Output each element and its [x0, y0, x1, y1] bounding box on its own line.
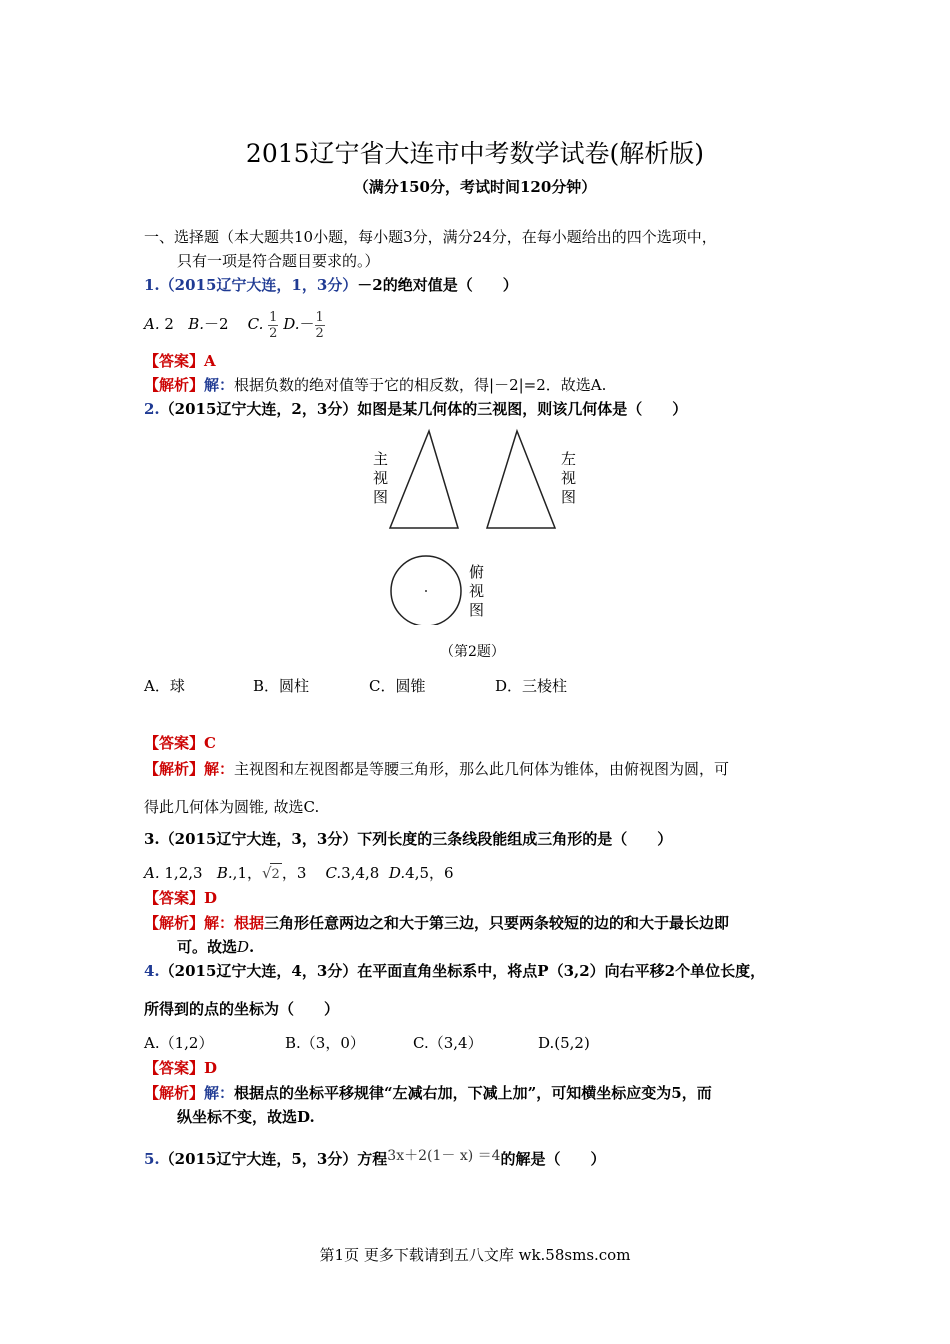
q2-option-b: B．圆柱	[253, 677, 310, 695]
question-4-line1	[144, 960, 765, 982]
q3-stem: （2015辽宁大连，3，3分）下列长度的三条线段能组成三角形的是（ ）	[159, 830, 673, 848]
q3-answer	[144, 887, 217, 909]
q4-analysis-text: 根据点的坐标平移规律“左减右加，下减上加”，可知横坐标应变为5，而	[234, 1084, 712, 1102]
q1-stem: －2的绝对值是（ ）	[357, 276, 518, 294]
front-view-label: 主视图	[373, 450, 389, 506]
q5-stem-post: 的解是（ ）	[500, 1150, 606, 1168]
q3-analysis-letter: D	[237, 938, 250, 956]
q2-option-a: A．球	[144, 677, 185, 695]
answer-label: 【答案】	[144, 734, 205, 752]
q3-answer-value: D	[204, 889, 218, 907]
q3-option-d-text: 4,5，6	[405, 864, 454, 882]
q3-option-b-sqrt: 2	[270, 863, 282, 886]
q4-option-c: C.（3,4）	[413, 1034, 483, 1052]
q3-option-a-text: 1,2,3	[164, 864, 203, 882]
solve-label: 解：	[204, 914, 235, 932]
q5-equation: 3x＋2(1－ x) ＝4	[387, 1148, 501, 1164]
q1-option-d-fraction	[315, 310, 325, 341]
q3-options	[144, 862, 454, 886]
q4-stem-line2: 所得到的点的坐标为（ ）	[144, 1000, 340, 1018]
q4-option-a: A.（1,2）	[144, 1034, 214, 1052]
q3-option-d-letter: D.	[388, 864, 406, 882]
q4-option-d: D.(5,2)	[538, 1034, 590, 1052]
page-subtitle: （满分150分，考试时间120分钟）	[353, 178, 597, 196]
q1-option-d-minus: －	[299, 315, 315, 333]
analysis-label: 【解析】	[144, 914, 205, 932]
question-1	[144, 274, 518, 296]
q5-number: 5.	[144, 1150, 160, 1168]
q4-option-b: B.（3，0）	[285, 1034, 365, 1052]
q4-answer	[144, 1057, 217, 1079]
q4-stem-line1: （2015辽宁大连，4，3分）在平面直角坐标系中，将点P（3,2）向右平移2个单位长度，	[159, 962, 766, 980]
q3-option-c-letter: C.	[325, 864, 342, 882]
page-footer: 第1页 更多下载请到五八文库 wk.58sms.com	[319, 1246, 631, 1264]
fraction-denominator: 2	[269, 325, 278, 341]
question-3	[144, 828, 672, 850]
q4-analysis-line1	[144, 1082, 712, 1104]
q3-analysis-prefix: 根据	[234, 914, 265, 932]
q1-analysis-text: 根据负数的绝对值等于它的相反数，得|－2|=2．故选A.	[234, 376, 607, 394]
q2-number: 2.	[144, 400, 160, 418]
q3-analysis-line2-post: .	[249, 938, 255, 956]
left-view-triangle	[487, 431, 555, 528]
question-2	[144, 398, 687, 420]
q3-option-b-post: ，3	[281, 864, 307, 882]
sqrt-icon: √	[261, 864, 272, 882]
answer-label: 【答案】	[144, 352, 205, 370]
q1-option-a-text: 2	[164, 315, 174, 333]
q1-number: 1.	[144, 276, 160, 294]
fraction-numerator: 1	[269, 309, 278, 325]
page-title: 2015辽宁省大连市中考数学试卷(解析版)	[245, 139, 705, 168]
q3-analysis-line2-pre: 可。故选	[177, 938, 238, 956]
solve-label: 解：	[204, 760, 235, 778]
q2-answer	[144, 732, 216, 754]
fraction-denominator: 2	[315, 325, 324, 341]
section-heading-line2: 只有一项是符合题目要求的。）	[177, 252, 380, 270]
q2-stem: 如图是某几何体的三视图，则该几何体是（ ）	[357, 400, 688, 418]
q5-stem-pre: （2015辽宁大连，5，3分）方程	[159, 1150, 388, 1168]
q3-option-b-letter: B.	[216, 864, 233, 882]
q3-option-c-text: 3,4,8	[341, 864, 380, 882]
analysis-label: 【解析】	[144, 760, 205, 778]
solve-label: 解：	[204, 376, 235, 394]
q2-answer-value: C	[204, 734, 216, 752]
q1-source: （2015辽宁大连，1，3分）	[159, 276, 358, 294]
q3-option-b-pre: ,1，	[232, 864, 262, 882]
q1-option-c-letter: C.	[247, 315, 264, 333]
analysis-label: 【解析】	[144, 376, 205, 394]
q3-option-a-letter: A.	[144, 864, 160, 882]
fraction-numerator: 1	[315, 309, 324, 325]
q1-option-d-letter: D.	[283, 315, 300, 333]
q1-answer-value: A	[204, 352, 216, 370]
q2-option-c: C．圆锥	[369, 677, 426, 695]
q4-answer-value: D	[204, 1059, 218, 1077]
q2-analysis-line2: 得此几何体为圆锥, 故选C.	[144, 798, 320, 816]
q1-option-b-text: －2	[204, 315, 229, 333]
analysis-label: 【解析】	[144, 1084, 205, 1102]
question-5	[144, 1148, 606, 1171]
q2-analysis-text: 主视图和左视图都是等腰三角形，那么此几何体为锥体，由俯视图为圆，可	[234, 760, 730, 778]
left-view-label: 左视图	[561, 450, 577, 506]
q3-number: 3.	[144, 830, 160, 848]
q1-answer	[144, 350, 216, 372]
q1-option-b-letter: B.	[188, 315, 205, 333]
solve-label: 解：	[204, 1084, 235, 1102]
q4-number: 4.	[144, 962, 160, 980]
q2-source: （2015辽宁大连，2，3分）	[159, 400, 358, 418]
q1-option-a-letter: A.	[144, 315, 160, 333]
q1-option-c-fraction	[268, 310, 278, 341]
q3-analysis-line1	[144, 912, 729, 934]
section-heading-line1: 一、选择题（本大题共10小题，每小题3分，满分24分，在每小题给出的四个选项中，	[144, 228, 717, 246]
q2-analysis-line1	[144, 758, 729, 780]
q3-analysis-text: 三角形任意两边之和大于第三边，只要两条较短的边的和大于最长边即	[264, 914, 730, 932]
top-view-center-dot	[425, 590, 427, 592]
q1-options	[144, 306, 325, 342]
q3-analysis-line2	[177, 936, 254, 958]
front-view-triangle	[390, 431, 458, 528]
q2-option-d: D．三棱柱	[495, 677, 568, 695]
answer-label: 【答案】	[144, 889, 205, 907]
answer-label: 【答案】	[144, 1059, 205, 1077]
q4-analysis-line2: 纵坐标不变，故选D.	[177, 1108, 315, 1126]
top-view-label: 俯视图	[469, 563, 485, 619]
q1-analysis	[144, 374, 606, 396]
q2-figure-caption: （第2题）	[440, 644, 505, 660]
